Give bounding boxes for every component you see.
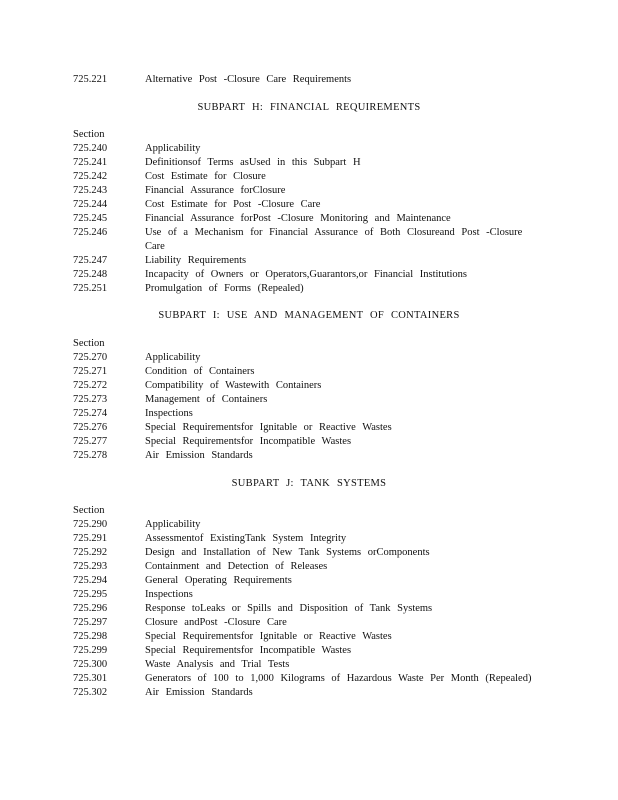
subpart-i-section-label: Section: [73, 338, 105, 349]
section-title: Cost Estimate for Post -Closure Care: [145, 199, 321, 210]
section-number: 725.292: [73, 547, 108, 558]
section-number: 725.273: [73, 394, 108, 405]
toc-entry: [0, 156, 618, 170]
toc-entry: [0, 198, 618, 212]
section-number: 725.271: [73, 366, 108, 377]
section-title: Special Requirementsfor Ignitable or Reactive Wastes: [145, 631, 392, 642]
section-title: Air Emission Standards: [145, 450, 253, 461]
section-title: Use of a Mechanism for Financial Assurance of Both Closureand Post -Closure: [145, 227, 523, 238]
section-title: Assessmentof ExistingTank System Integrity: [145, 533, 347, 544]
section-title: General Operating Requirements: [145, 575, 292, 586]
toc-entry: [0, 379, 618, 393]
section-number: 725.251: [73, 283, 108, 294]
toc-entry: [0, 560, 618, 574]
section-title: Financial Assurance forClosure: [145, 185, 286, 196]
toc-entry: [0, 421, 618, 435]
section-title: Special Requirementsfor Ignitable or Reactive Wastes: [145, 422, 392, 433]
section-number: 725.272: [73, 380, 108, 391]
toc-entry: [0, 518, 618, 532]
section-number: 725.302: [73, 687, 108, 698]
section-number: 725.221: [73, 74, 108, 85]
section-number: 725.276: [73, 422, 108, 433]
section-number: 725.245: [73, 213, 108, 224]
section-title: Incapacity of Owners or Operators,Guarantors,or Financial Institutions: [145, 269, 467, 280]
section-number: 725.296: [73, 603, 108, 614]
section-title: Financial Assurance forPost -Closure Monitoring and Maintenance: [145, 213, 451, 224]
section-number: 725.294: [73, 575, 108, 586]
toc-entry: [0, 351, 618, 365]
toc-entry: [0, 532, 618, 546]
section-number: 725.300: [73, 659, 108, 670]
subpart-i-heading: SUBPART I: USE AND MANAGEMENT OF CONTAINERS: [158, 310, 460, 321]
section-number: 725.241: [73, 157, 108, 168]
section-title: Inspections: [145, 408, 193, 419]
toc-entry: [0, 212, 618, 226]
section-number: 725.299: [73, 645, 108, 656]
toc-entry: [0, 435, 618, 449]
section-title: Compatibility of Wastewith Containers: [145, 380, 322, 391]
section-title: Condition of Containers: [145, 366, 255, 377]
section-title: Generators of 100 to 1,000 Kilograms of Hazardous Waste Per Month (Repealed): [145, 673, 532, 684]
toc-entry: [0, 630, 618, 644]
section-number: 725.244: [73, 199, 108, 210]
subpart-j-heading: SUBPART J: TANK SYSTEMS: [231, 478, 387, 489]
toc-entry: [0, 546, 618, 560]
subpart-j-section-label: Section: [73, 505, 105, 516]
section-title: Closure andPost -Closure Care: [145, 617, 287, 628]
section-number: 725.270: [73, 352, 108, 363]
section-title: Cost Estimate for Closure: [145, 171, 266, 182]
section-title-continuation: Care: [145, 241, 165, 252]
section-title: Promulgation of Forms (Repealed): [145, 283, 304, 294]
toc-entry: [0, 588, 618, 602]
section-title: Response toLeaks or Spills and Disposition of Tank Systems: [145, 603, 433, 614]
toc-entry: [0, 449, 618, 463]
toc-entry: [0, 142, 618, 156]
toc-entry: [0, 672, 618, 686]
section-title: Special Requirementsfor Incompatible Wastes: [145, 436, 352, 447]
toc-entry: [0, 644, 618, 658]
section-number: 725.242: [73, 171, 108, 182]
subpart-h-section-label: Section: [73, 129, 105, 140]
section-title: Alternative Post -Closure Care Requirements: [145, 74, 352, 85]
section-title: Inspections: [145, 589, 193, 600]
section-number: 725.293: [73, 561, 108, 572]
toc-entry: [0, 184, 618, 198]
section-number: 725.278: [73, 450, 108, 461]
section-number: 725.290: [73, 519, 108, 530]
toc-entry: [0, 393, 618, 407]
section-number: 725.291: [73, 533, 108, 544]
toc-entry: [0, 170, 618, 184]
section-number: 725.240: [73, 143, 108, 154]
toc-entry: [0, 365, 618, 379]
section-number: 725.297: [73, 617, 108, 628]
section-title: Air Emission Standards: [145, 687, 253, 698]
subpart-h-heading: SUBPART H: FINANCIAL REQUIREMENTS: [197, 102, 421, 113]
section-title: Applicability: [145, 519, 201, 530]
section-number: 725.246: [73, 227, 108, 238]
toc-entry: [0, 574, 618, 588]
section-number: 725.298: [73, 631, 108, 642]
toc-entry: [0, 254, 618, 268]
section-number: 725.243: [73, 185, 108, 196]
toc-entry: [0, 407, 618, 421]
section-number: 725.277: [73, 436, 108, 447]
section-number: 725.247: [73, 255, 108, 266]
section-title: Definitionsof Terms asUsed in this Subpart H: [145, 157, 361, 168]
section-title: Liability Requirements: [145, 255, 247, 266]
toc-entry: [0, 226, 618, 240]
section-number: 725.295: [73, 589, 108, 600]
toc-entry: [0, 658, 618, 672]
section-title: Special Requirementsfor Incompatible Wastes: [145, 645, 352, 656]
toc-entry: [0, 686, 618, 700]
section-number: 725.274: [73, 408, 108, 419]
toc-entry-725-221: [0, 73, 618, 87]
section-title: Applicability: [145, 352, 201, 363]
toc-entry: [0, 602, 618, 616]
toc-entry: [0, 616, 618, 630]
section-title: Design and Installation of New Tank Systems orComponents: [145, 547, 430, 558]
section-title: Containment and Detection of Releases: [145, 561, 328, 572]
toc-entry-continuation: [0, 240, 618, 254]
section-number: 725.248: [73, 269, 108, 280]
toc-entry: [0, 282, 618, 296]
section-title: Management of Containers: [145, 394, 268, 405]
section-title: Applicability: [145, 143, 201, 154]
toc-entry: [0, 268, 618, 282]
section-title: Waste Analysis and Trial Tests: [145, 659, 290, 670]
section-number: 725.301: [73, 673, 108, 684]
